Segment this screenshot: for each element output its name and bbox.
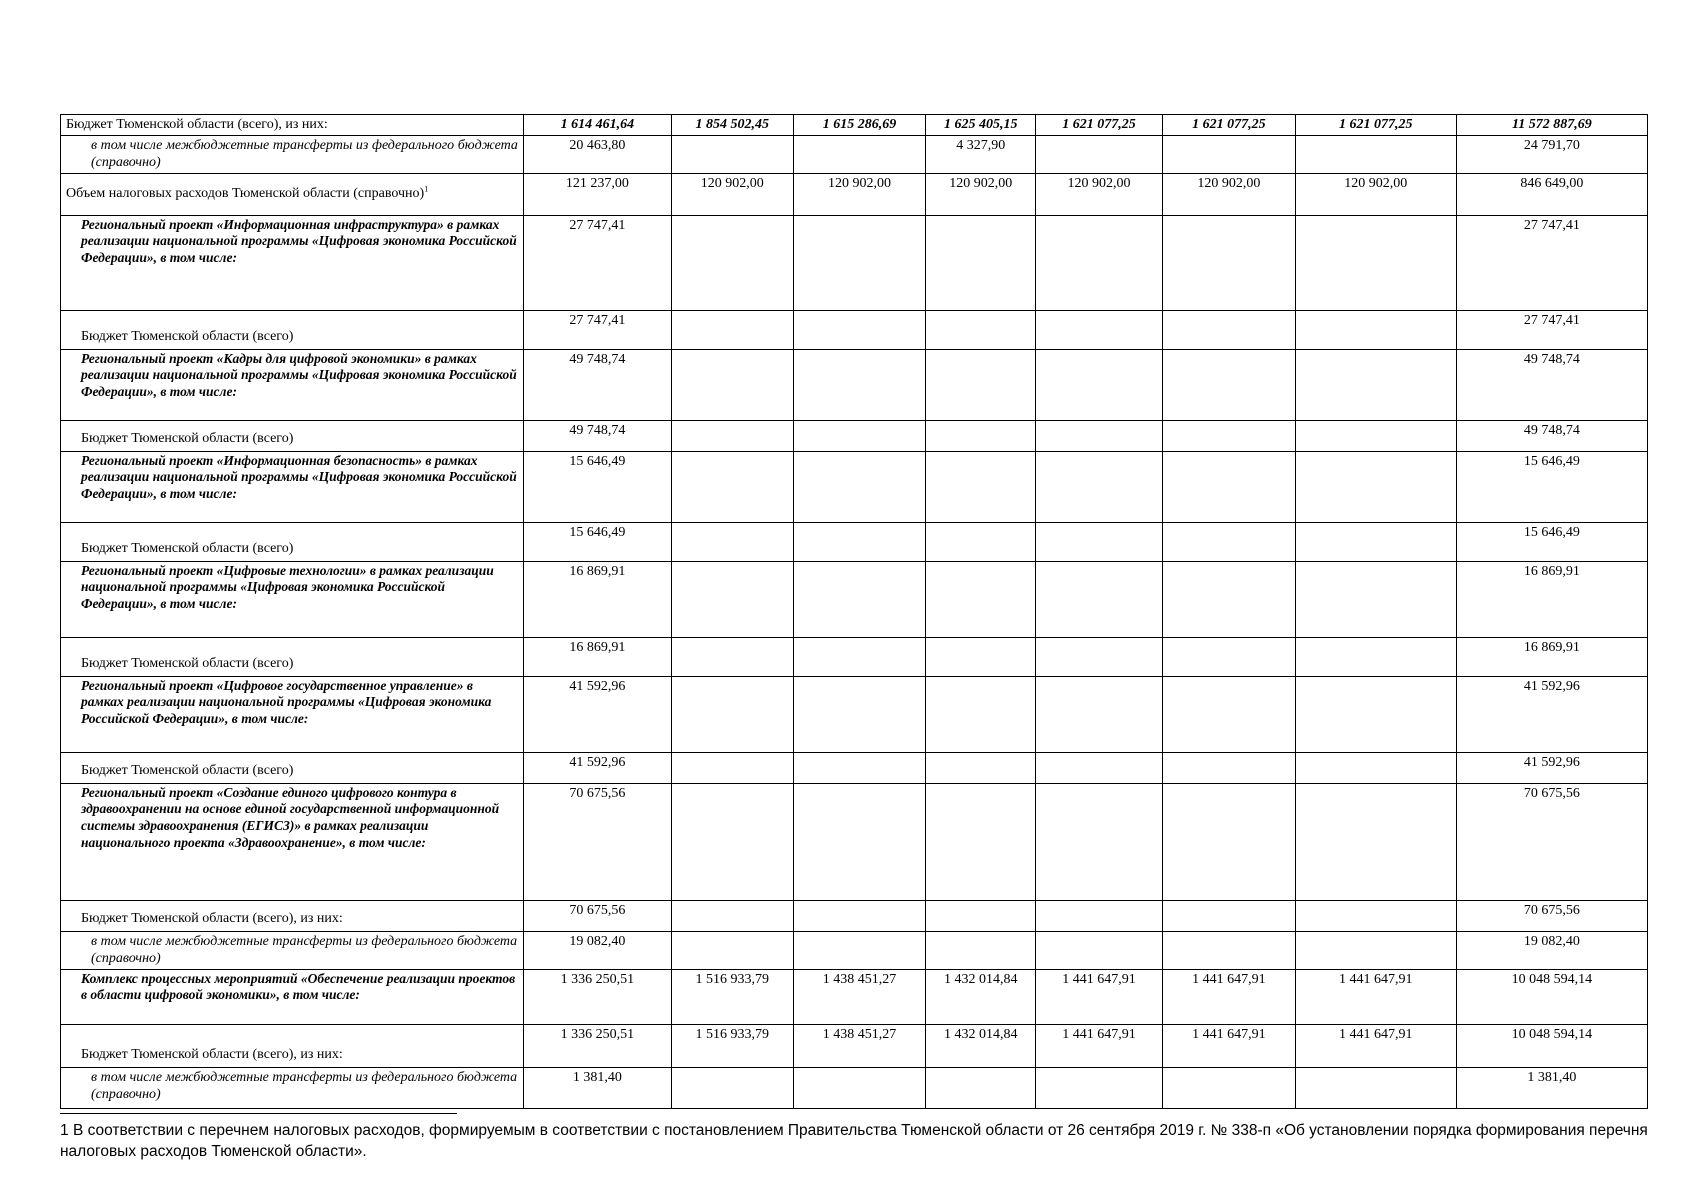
value-cell [1162, 900, 1295, 931]
value-cell: 1 381,40 [1456, 1067, 1647, 1108]
value-cell [671, 752, 793, 783]
value-cell [793, 900, 926, 931]
row-label [61, 349, 524, 420]
value-cell: 120 902,00 [926, 173, 1036, 215]
value-cell [1162, 676, 1295, 752]
footnote-ref: 1 [424, 184, 429, 194]
value-cell [793, 451, 926, 522]
value-cell [671, 349, 793, 420]
value-cell [926, 451, 1036, 522]
value-cell [793, 637, 926, 676]
value-cell: 27 747,41 [1456, 310, 1647, 349]
value-cell [1162, 420, 1295, 451]
value-cell: 27 747,41 [523, 310, 671, 349]
value-cell [926, 310, 1036, 349]
value-cell [1036, 900, 1163, 931]
value-cell [1295, 451, 1456, 522]
value-cell: 10 048 594,14 [1456, 1024, 1647, 1067]
footnote [60, 1120, 1652, 1162]
value-cell [1162, 1067, 1295, 1108]
row-label [61, 676, 524, 752]
value-cell: 70 675,56 [1456, 900, 1647, 931]
value-cell: 1 432 014,84 [926, 1024, 1036, 1067]
value-cell: 15 646,49 [1456, 451, 1647, 522]
table-row [61, 561, 1648, 637]
value-cell [1162, 561, 1295, 637]
row-label-text: Региональный проект «Цифровые технологии» в рамках реализации национальной программы «Цифровая экономика Российской Федерации», в том числе: [81, 562, 494, 612]
value-cell [926, 931, 1036, 969]
table-row [61, 1024, 1648, 1067]
row-label [61, 310, 524, 349]
value-cell: 41 592,96 [523, 752, 671, 783]
value-cell: 16 869,91 [1456, 637, 1647, 676]
value-cell: 41 592,96 [1456, 676, 1647, 752]
value-cell [793, 215, 926, 310]
value-cell [1162, 931, 1295, 969]
value-cell: 15 646,49 [523, 522, 671, 561]
value-cell [1162, 215, 1295, 310]
row-label-text: Бюджет Тюменской области (всего) [81, 431, 294, 446]
value-cell [926, 637, 1036, 676]
footnote-marker: 1 [60, 1122, 69, 1139]
row-label [61, 215, 524, 310]
value-cell [1036, 931, 1163, 969]
value-cell: 1 621 077,25 [1295, 115, 1456, 136]
value-cell [926, 349, 1036, 420]
value-cell: 1 432 014,84 [926, 969, 1036, 1024]
value-cell [1036, 637, 1163, 676]
footnote-separator [60, 1113, 457, 1114]
table-row [61, 215, 1648, 310]
table-row [61, 349, 1648, 420]
value-cell: 4 327,90 [926, 135, 1036, 173]
value-cell: 1 441 647,91 [1036, 1024, 1163, 1067]
value-cell: 15 646,49 [523, 451, 671, 522]
row-label [61, 931, 524, 969]
row-label-text: Региональный проект «Информационная инфраструктура» в рамках реализации национальной программы «Цифровая экономика Российской Федерации», в том числе: [81, 216, 517, 266]
table-body [61, 115, 1648, 1109]
value-cell [1036, 420, 1163, 451]
value-cell [1162, 310, 1295, 349]
value-cell [1162, 522, 1295, 561]
value-cell [926, 215, 1036, 310]
value-cell [671, 676, 793, 752]
value-cell: 1 438 451,27 [793, 969, 926, 1024]
value-cell [1036, 310, 1163, 349]
value-cell [1036, 451, 1163, 522]
value-cell [1295, 637, 1456, 676]
value-cell: 1 381,40 [523, 1067, 671, 1108]
value-cell: 1 516 933,79 [671, 969, 793, 1024]
value-cell [671, 522, 793, 561]
value-cell [926, 900, 1036, 931]
row-label-text: Бюджет Тюменской области (всего), из них: [66, 117, 328, 132]
row-label [61, 637, 524, 676]
value-cell: 121 237,00 [523, 173, 671, 215]
value-cell: 20 463,80 [523, 135, 671, 173]
value-cell [926, 561, 1036, 637]
value-cell [1295, 783, 1456, 900]
value-cell [793, 349, 926, 420]
value-cell: 70 675,56 [523, 900, 671, 931]
value-cell [1295, 931, 1456, 969]
value-cell [1036, 522, 1163, 561]
value-cell [926, 783, 1036, 900]
value-cell [793, 1067, 926, 1108]
value-cell: 1 516 933,79 [671, 1024, 793, 1067]
value-cell [926, 522, 1036, 561]
value-cell [1295, 215, 1456, 310]
row-label-text: Региональный проект «Информационная безопасность» в рамках реализации национальной программы «Цифровая экономика Российской Федерации», в том числе: [81, 452, 517, 502]
row-label-text: Комплекс процессных мероприятий «Обеспечение реализации проектов в области цифровой экономики», в том числе: [81, 970, 516, 1003]
row-label-text: Региональный проект «Цифровое государственное управление» в рамках реализации национальной программы «Цифровая экономика Российской Федерации», в том числе: [81, 677, 492, 727]
value-cell: 70 675,56 [523, 783, 671, 900]
row-label-text: в том числе межбюджетные трансферты из федерального бюджета (справочно) [91, 933, 518, 966]
value-cell [1162, 349, 1295, 420]
value-cell [1036, 1067, 1163, 1108]
row-label [61, 135, 524, 173]
value-cell [1162, 637, 1295, 676]
row-label-text: Объем налоговых расходов Тюменской области (справочно) [66, 186, 425, 202]
value-cell [793, 420, 926, 451]
value-cell: 1 441 647,91 [1295, 1024, 1456, 1067]
value-cell [926, 676, 1036, 752]
value-cell: 49 748,74 [1456, 349, 1647, 420]
value-cell [1162, 752, 1295, 783]
value-cell: 27 747,41 [1456, 215, 1647, 310]
value-cell: 70 675,56 [1456, 783, 1647, 900]
value-cell: 16 869,91 [523, 561, 671, 637]
value-cell [1295, 900, 1456, 931]
value-cell [926, 420, 1036, 451]
value-cell [1036, 783, 1163, 900]
value-cell [1036, 135, 1163, 173]
value-cell [1295, 1067, 1456, 1108]
value-cell: 24 791,70 [1456, 135, 1647, 173]
row-label [61, 561, 524, 637]
value-cell [1162, 451, 1295, 522]
table-row [61, 135, 1648, 173]
value-cell: 1 441 647,91 [1162, 969, 1295, 1024]
table-row [61, 173, 1648, 215]
table-row [61, 637, 1648, 676]
value-cell: 120 902,00 [671, 173, 793, 215]
value-cell: 41 592,96 [1456, 752, 1647, 783]
table-row [61, 900, 1648, 931]
value-cell [1162, 135, 1295, 173]
value-cell: 49 748,74 [523, 349, 671, 420]
value-cell [793, 752, 926, 783]
value-cell [793, 561, 926, 637]
value-cell [1295, 752, 1456, 783]
row-label [61, 420, 524, 451]
value-cell: 120 902,00 [1036, 173, 1163, 215]
value-cell [671, 135, 793, 173]
value-cell: 1 621 077,25 [1162, 115, 1295, 136]
value-cell [671, 451, 793, 522]
value-cell: 1 441 647,91 [1295, 969, 1456, 1024]
value-cell [1295, 135, 1456, 173]
row-label-text: Региональный проект «Кадры для цифровой экономики» в рамках реализации национальной программы «Цифровая экономика Российской Федерации», в том числе: [81, 350, 517, 400]
value-cell: 11 572 887,69 [1456, 115, 1647, 136]
table-row [61, 676, 1648, 752]
value-cell: 49 748,74 [523, 420, 671, 451]
value-cell: 1 625 405,15 [926, 115, 1036, 136]
value-cell: 16 869,91 [523, 637, 671, 676]
value-cell: 120 902,00 [1162, 173, 1295, 215]
value-cell [1295, 349, 1456, 420]
value-cell [793, 783, 926, 900]
value-cell [1295, 420, 1456, 451]
value-cell [793, 135, 926, 173]
value-cell [1295, 522, 1456, 561]
row-label [61, 115, 524, 136]
row-label [61, 522, 524, 561]
value-cell [671, 1067, 793, 1108]
value-cell: 49 748,74 [1456, 420, 1647, 451]
value-cell: 120 902,00 [793, 173, 926, 215]
value-cell: 16 869,91 [1456, 561, 1647, 637]
row-label [61, 900, 524, 931]
row-label-text: Региональный проект «Создание единого цифрового контура в здравоохранении на основе единой государственной информационной системы здравоохранения (ЕГИСЗ)» в рамках реализации национального проекта «Здравоохранение», в том числе: [81, 784, 500, 851]
value-cell: 1 441 647,91 [1162, 1024, 1295, 1067]
value-cell: 1 336 250,51 [523, 969, 671, 1024]
value-cell: 1 854 502,45 [671, 115, 793, 136]
row-label-text: Бюджет Тюменской области (всего) [81, 656, 294, 671]
value-cell: 15 646,49 [1456, 522, 1647, 561]
value-cell [793, 310, 926, 349]
value-cell [671, 900, 793, 931]
row-label [61, 752, 524, 783]
value-cell: 1 621 077,25 [1036, 115, 1163, 136]
table-row [61, 1067, 1648, 1108]
value-cell [926, 752, 1036, 783]
value-cell: 120 902,00 [1295, 173, 1456, 215]
row-label-text: Бюджет Тюменской области (всего) [81, 541, 294, 556]
value-cell [1295, 561, 1456, 637]
value-cell [1036, 676, 1163, 752]
value-cell [671, 637, 793, 676]
value-cell [671, 215, 793, 310]
value-cell [1295, 676, 1456, 752]
value-cell [1036, 349, 1163, 420]
value-cell: 1 614 461,64 [523, 115, 671, 136]
row-label-text: в том числе межбюджетные трансферты из федерального бюджета (справочно) [91, 1069, 518, 1102]
row-label-text: Бюджет Тюменской области (всего) [81, 329, 294, 344]
value-cell: 1 441 647,91 [1036, 969, 1163, 1024]
budget-table [60, 114, 1648, 1109]
value-cell [793, 931, 926, 969]
value-cell [793, 676, 926, 752]
value-cell [1162, 783, 1295, 900]
table-row [61, 451, 1648, 522]
value-cell [793, 522, 926, 561]
table-row [61, 310, 1648, 349]
row-label [61, 1024, 524, 1067]
row-label-text: в том числе межбюджетные трансферты из федерального бюджета (справочно) [91, 137, 518, 170]
table-row [61, 420, 1648, 451]
value-cell: 1 438 451,27 [793, 1024, 926, 1067]
table-row [61, 115, 1648, 136]
table-row [61, 969, 1648, 1024]
value-cell [1295, 310, 1456, 349]
value-cell [671, 310, 793, 349]
footnote-text: В соответствии с перечнем налоговых расходов, формируемым в соответствии с постановлением Правительства Тюменской области от 26 сентября 2019 г. № 338-п «Об установлении порядка формирования перечня налоговых расходов Тюменской области». [60, 1122, 1648, 1160]
value-cell [926, 1067, 1036, 1108]
value-cell [671, 931, 793, 969]
value-cell: 41 592,96 [523, 676, 671, 752]
row-label [61, 1067, 524, 1108]
value-cell [1036, 561, 1163, 637]
table-row [61, 752, 1648, 783]
table-row [61, 931, 1648, 969]
value-cell [671, 561, 793, 637]
value-cell: 19 082,40 [1456, 931, 1647, 969]
row-label [61, 969, 524, 1024]
row-label [61, 173, 524, 215]
row-label-text: Бюджет Тюменской области (всего), из них: [81, 911, 343, 926]
value-cell [671, 420, 793, 451]
value-cell [1036, 752, 1163, 783]
value-cell: 1 336 250,51 [523, 1024, 671, 1067]
table-row [61, 783, 1648, 900]
value-cell [1036, 215, 1163, 310]
row-label-text: Бюджет Тюменской области (всего), из них: [81, 1047, 343, 1062]
value-cell: 846 649,00 [1456, 173, 1647, 215]
row-label [61, 451, 524, 522]
value-cell [671, 783, 793, 900]
row-label [61, 783, 524, 900]
row-label-text: Бюджет Тюменской области (всего) [81, 763, 294, 778]
table-row [61, 522, 1648, 561]
value-cell: 19 082,40 [523, 931, 671, 969]
value-cell: 1 615 286,69 [793, 115, 926, 136]
value-cell: 10 048 594,14 [1456, 969, 1647, 1024]
value-cell: 27 747,41 [523, 215, 671, 310]
